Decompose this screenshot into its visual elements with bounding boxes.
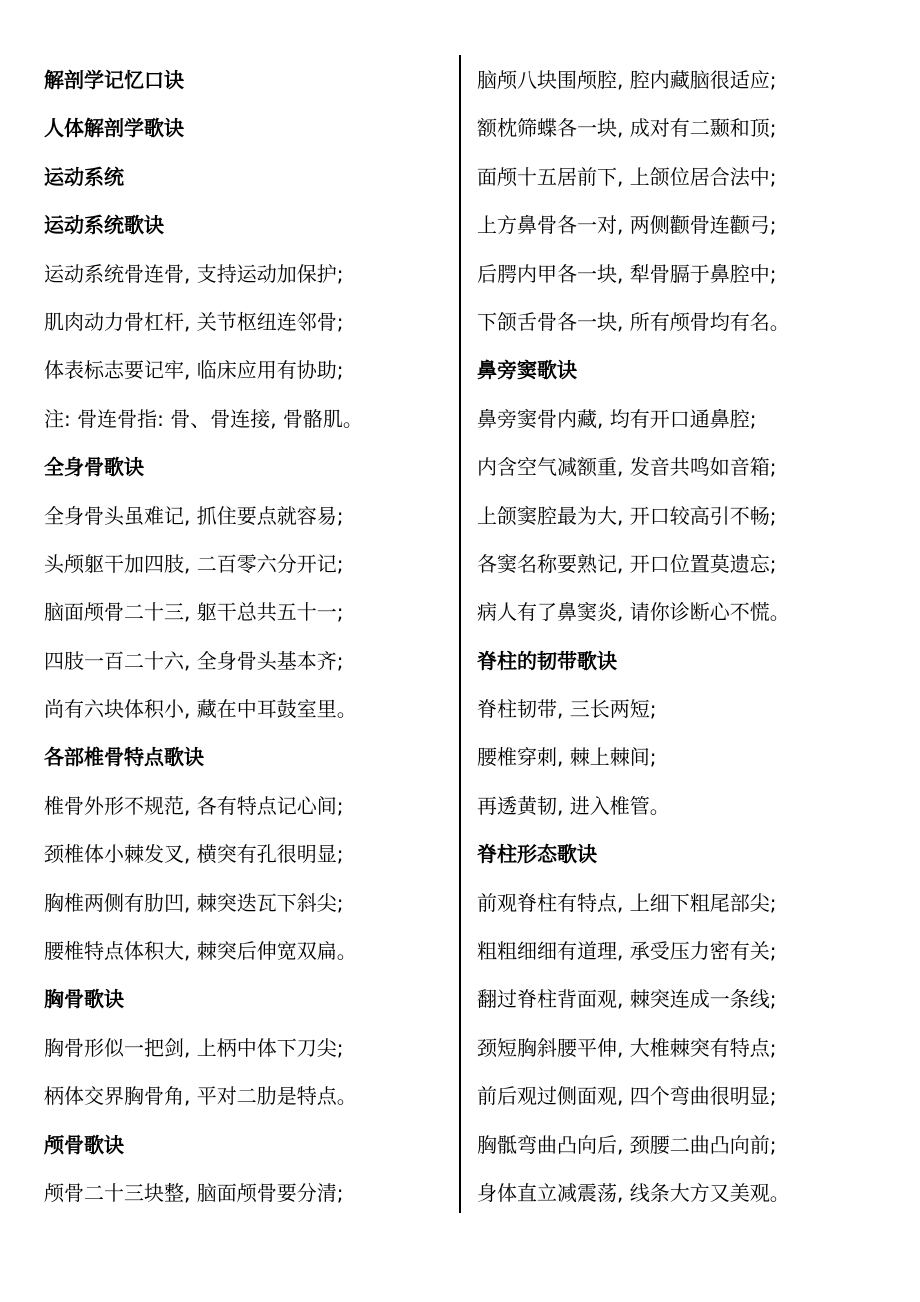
- verse-line: 后腭内甲各一块, 犁骨膈于鼻腔中;: [477, 261, 777, 286]
- verse-line: 柄体交界胸骨角, 平对二肋是特点。: [44, 1084, 357, 1109]
- verse-line: 胸椎两侧有肋凹, 棘突迭瓦下斜尖;: [44, 890, 344, 915]
- verse-line: 内含空气减额重, 发音共鸣如音箱;: [477, 455, 777, 480]
- verse-line: 尚有六块体积小, 藏在中耳鼓室里。: [44, 697, 357, 722]
- verse-line: 病人有了鼻窦炎, 请你诊断心不慌。: [477, 600, 790, 625]
- right-column: [477, 56, 897, 1217]
- section-heading: 鼻旁窦歌诀: [477, 358, 577, 383]
- verse-line: 鼻旁窦骨内藏, 均有开口通鼻腔;: [477, 406, 757, 431]
- verse-line: 脑颅八块围颅腔, 腔内藏脑很适应;: [477, 68, 777, 92]
- verse-line: 脑面颅骨二十三, 躯干总共五十一;: [44, 600, 344, 625]
- verse-line: 腰椎穿刺, 棘上棘间;: [477, 745, 657, 770]
- section-heading: 颅骨歌诀: [44, 1132, 124, 1157]
- verse-line: 胸骶弯曲凸向后, 颈腰二曲凸向前;: [477, 1132, 777, 1157]
- section-heading: 脊柱形态歌诀: [477, 842, 597, 867]
- verse-line: 额枕筛蝶各一块, 成对有二颞和顶;: [477, 116, 777, 141]
- section-heading: 全身骨歌诀: [44, 455, 144, 480]
- verse-line: 再透黄韧, 进入椎管。: [477, 793, 670, 818]
- verse-line: 上方鼻骨各一对, 两侧颧骨连颧弓;: [477, 213, 777, 238]
- verse-line: 颈短胸斜腰平伸, 大椎棘突有特点;: [477, 1035, 777, 1060]
- verse-line: 身体直立减震荡, 线条大方又美观。: [477, 1180, 790, 1205]
- verse-line: 面颅十五居前下, 上颌位居合法中;: [477, 164, 777, 189]
- left-column: [44, 56, 444, 1217]
- verse-line: 全身骨头虽难记, 抓住要点就容易;: [44, 503, 344, 528]
- section-heading: 各部椎骨特点歌诀: [44, 745, 204, 770]
- verse-line: 脊柱韧带, 三长两短;: [477, 697, 657, 722]
- verse-line: 头颅躯干加四肢, 二百零六分开记;: [44, 551, 344, 576]
- section-heading: 运动系统歌诀: [44, 213, 164, 238]
- verse-line: 胸骨形似一把剑, 上柄中体下刀尖;: [44, 1035, 344, 1060]
- verse-line: 上颌窦腔最为大, 开口较高引不畅;: [477, 503, 777, 528]
- section-heading: 脊柱的韧带歌诀: [477, 648, 617, 673]
- verse-line: 肌肉动力骨杠杆, 关节枢纽连邻骨;: [44, 309, 344, 334]
- column-divider: [459, 55, 461, 1213]
- verse-line: 腰椎特点体积大, 棘突后伸宽双扁。: [44, 939, 357, 964]
- verse-line: 翻过脊柱背面观, 棘突连成一条线;: [477, 987, 777, 1012]
- section-heading: 胸骨歌诀: [44, 987, 124, 1012]
- verse-line: 注: 骨连骨指: 骨、骨连接, 骨骼肌。: [44, 406, 363, 431]
- verse-line: 体表标志要记牢, 临床应用有协助;: [44, 358, 344, 383]
- verse-line: 四肢一百二十六, 全身骨头基本齐;: [44, 648, 344, 673]
- verse-line: 运动系统骨连骨, 支持运动加保护;: [44, 261, 344, 286]
- verse-line: 粗粗细细有道理, 承受压力密有关;: [477, 939, 777, 964]
- verse-line: 前观脊柱有特点, 上细下粗尾部尖;: [477, 890, 777, 915]
- verse-line: 各窦名称要熟记, 开口位置莫遗忘;: [477, 551, 777, 576]
- section-heading: 人体解剖学歌诀: [44, 116, 184, 141]
- verse-line: 下颌舌骨各一块, 所有颅骨均有名。: [477, 309, 790, 334]
- section-heading: 运动系统: [44, 164, 124, 189]
- verse-line: 前后观过侧面观, 四个弯曲很明显;: [477, 1084, 777, 1109]
- verse-line: 颅骨二十三块整, 脑面颅骨要分清;: [44, 1180, 344, 1205]
- verse-line: 颈椎体小棘发叉, 横突有孔很明显;: [44, 842, 344, 867]
- verse-line: 椎骨外形不规范, 各有特点记心间;: [44, 793, 344, 818]
- section-heading: 解剖学记忆口诀: [44, 68, 184, 92]
